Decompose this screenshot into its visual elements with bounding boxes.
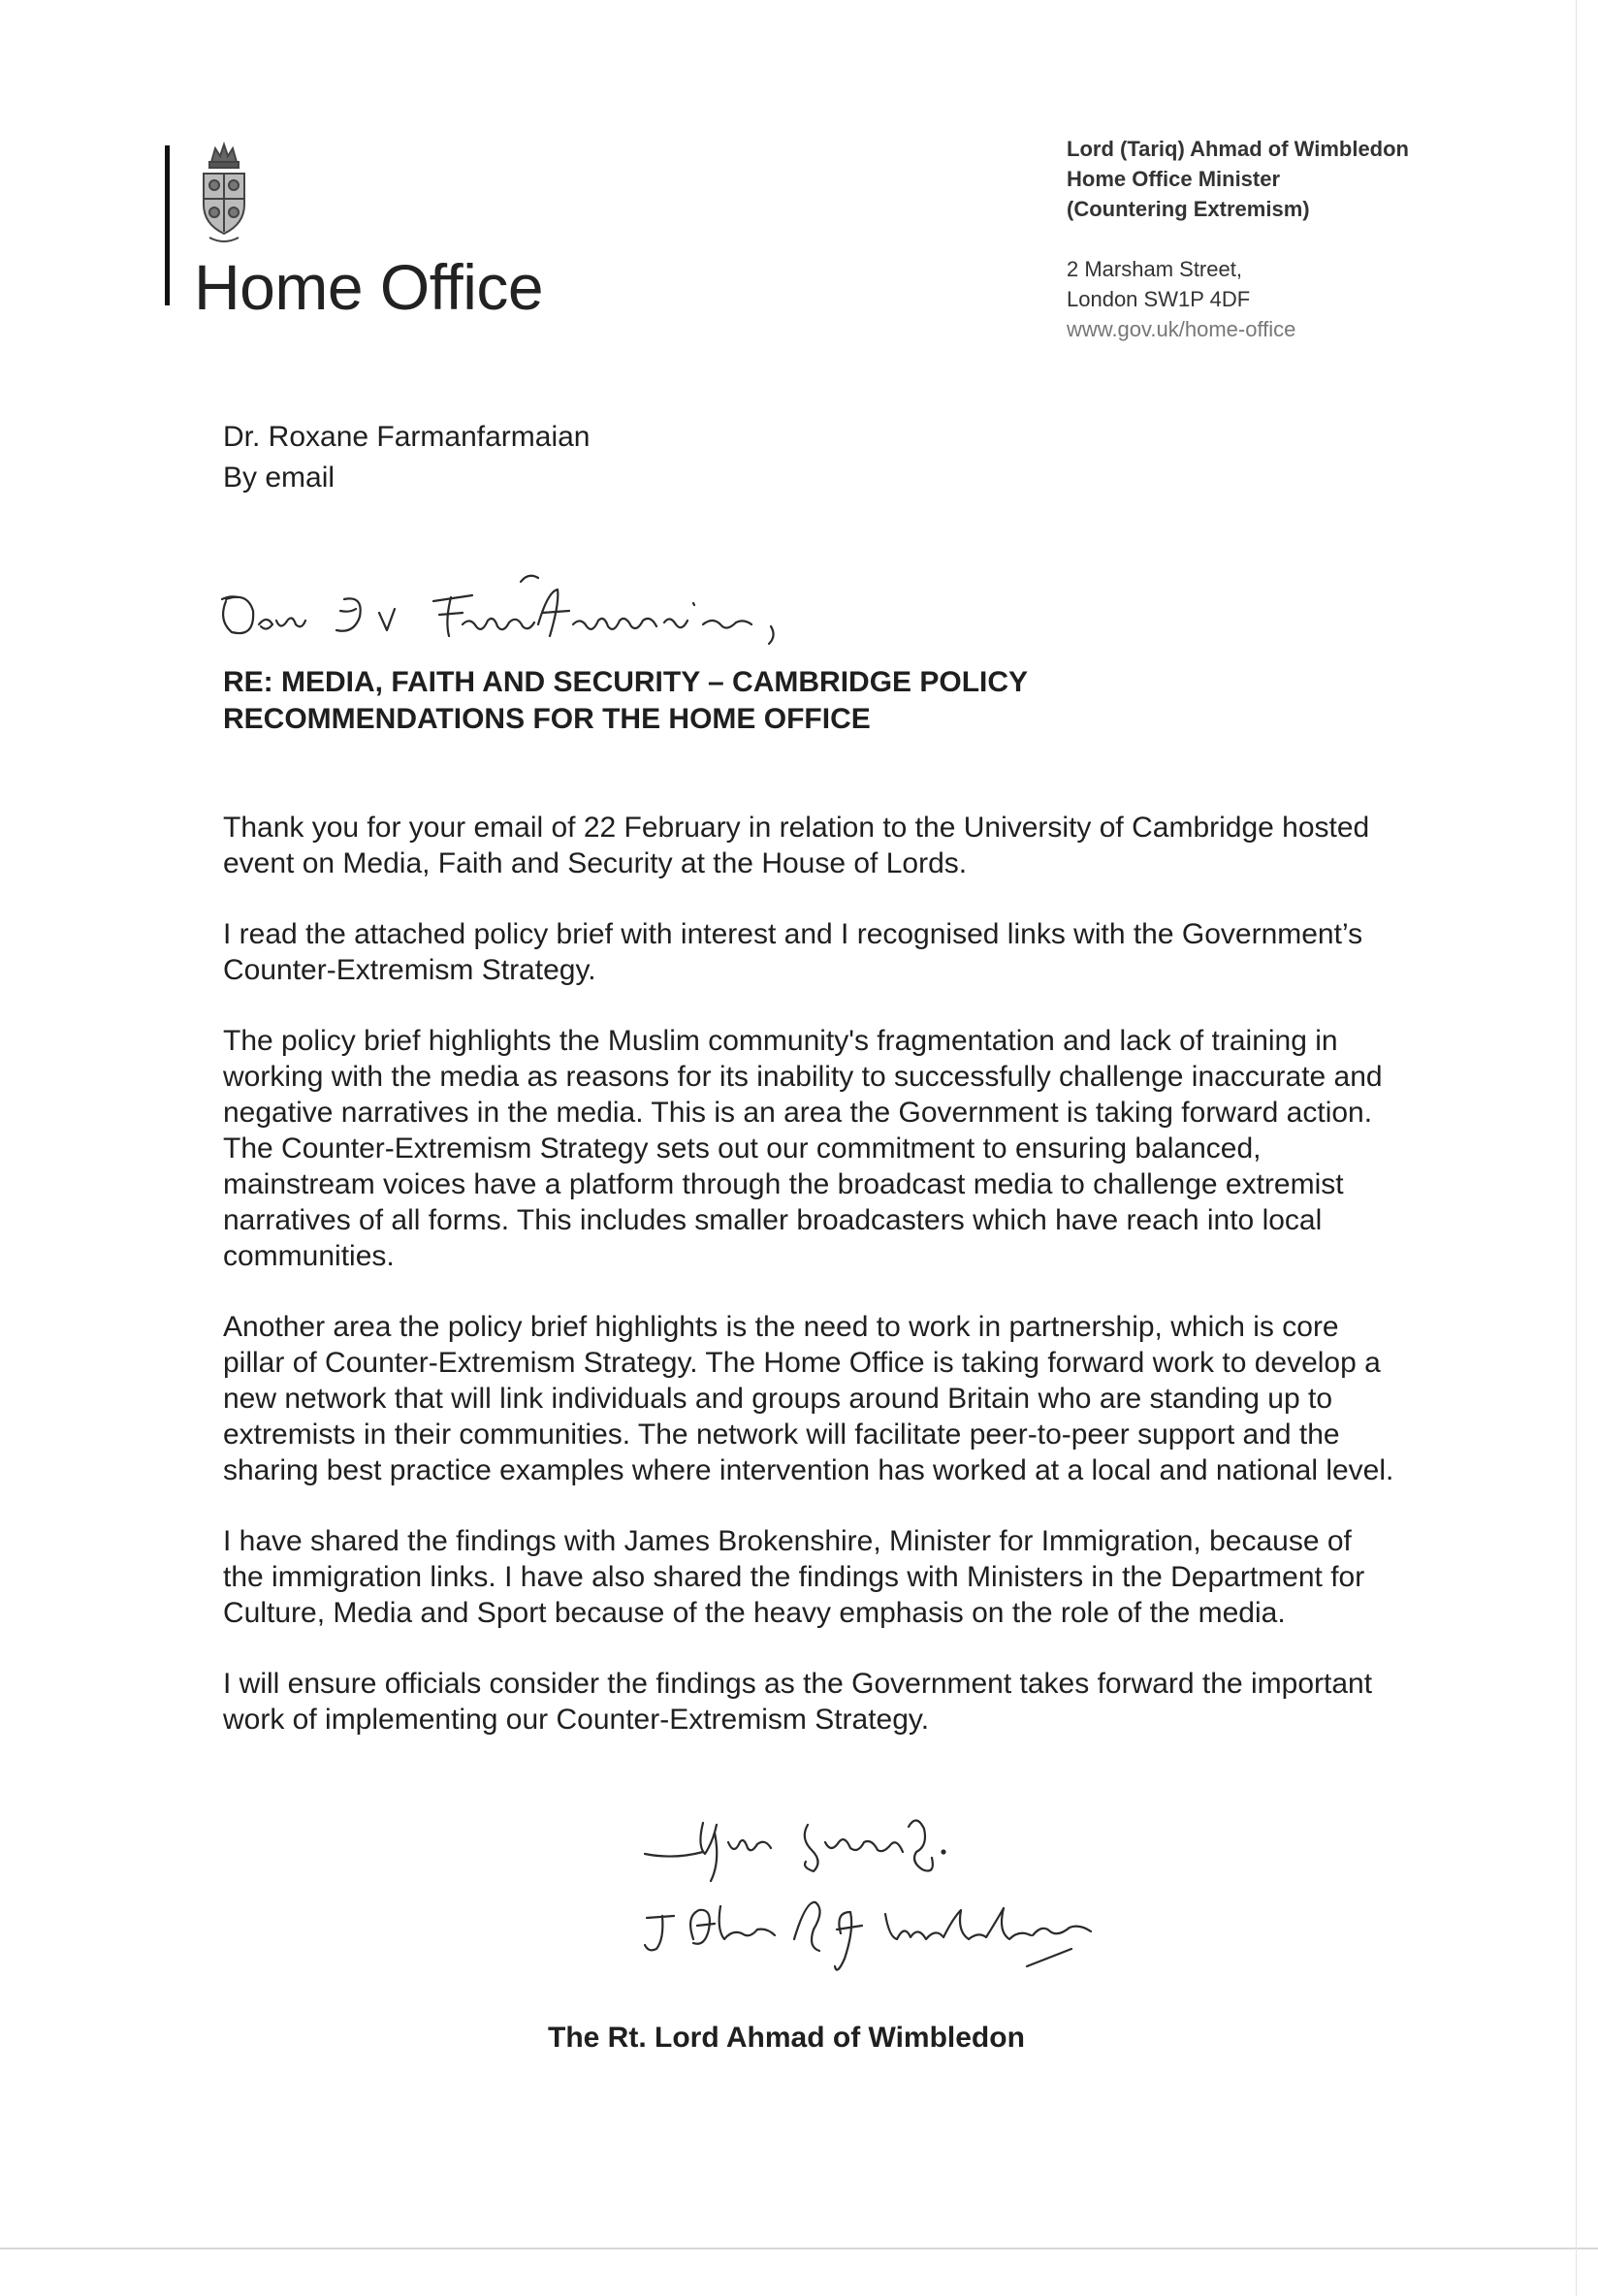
sender-block: [1067, 134, 1409, 224]
body-paragraph: The policy brief highlights the Muslim community's fragmentation and lack of training in working with the media as reasons for its inability to successfully challenge inaccurate and negative narratives in the media. This is an area the Government is taking forward action. The Counter-Extremism Strategy sets out our commitment to ensuring balanced, mainstream voices have a platform through the broadcast media to challenge extremist narratives of all forms. This includes smaller broadcasters which have reach into local communities.: [223, 1025, 1383, 1272]
royal-crest-icon: [190, 141, 258, 247]
scan-side-divider: [1576, 0, 1577, 2296]
subject-line-2: RECOMMENDATIONS FOR THE HOME OFFICE: [223, 703, 871, 735]
sender-title: Home Office Minister: [1067, 167, 1281, 191]
letterhead-rule: [165, 145, 170, 305]
handwritten-salutation: [208, 553, 829, 669]
website-link[interactable]: www.gov.uk/home-office: [1067, 317, 1296, 341]
signatory-name: The Rt. Lord Ahmad of Wimbledon: [548, 2022, 1025, 2054]
body-paragraph: Thank you for your email of 22 February in relation to the University of Cambridge hosted event on Media, Faith and Security at the House of Lords.: [223, 812, 1370, 879]
department-name: Home Office: [194, 251, 544, 323]
subject-line-1: RE: MEDIA, FAITH AND SECURITY – CAMBRIDGE POLICY: [223, 666, 1029, 698]
sender-name: Lord (Tariq) Ahmad of Wimbledon: [1067, 137, 1409, 161]
body-paragraph: I have shared the findings with James Brokenshire, Minister for Immigration, because of the immigration links. I have also shared the findings with Ministers in the Department for Culture, Media and Sport because of the heavy emphasis on the role of the media.: [223, 1525, 1365, 1629]
sender-address: [1067, 254, 1295, 344]
body-paragraph: Another area the policy brief highlights is the need to work in partnership, which is core pillar of Counter-Extremism Strategy. The Home Office is taking forward work to develop a new network that will link individuals and groups around Britain who are standing up to extremists in their communities. The network will facilitate peer-to-peer support and the sharing best practice examples where intervention has worked at a local and national level.: [223, 1311, 1394, 1486]
address-street: 2 Marsham Street,: [1067, 257, 1242, 281]
recipient-name: Dr. Roxane Farmanfarmaian: [223, 421, 591, 453]
letter-body: [223, 810, 1396, 1772]
recipient-delivery: By email: [223, 462, 336, 494]
subject-heading: [223, 664, 1028, 738]
scan-edge-divider: [0, 2248, 1598, 2249]
body-paragraph: I read the attached policy brief with interest and I recognised links with the Government’s Counter-Extremism Strategy.: [223, 918, 1363, 986]
address-city: London SW1P 4DF: [1067, 287, 1251, 311]
handwritten-signature: [635, 1803, 1198, 1997]
recipient-block: [223, 417, 591, 498]
sender-portfolio: (Countering Extremism): [1067, 197, 1310, 221]
body-paragraph: I will ensure officials consider the findings as the Government takes forward the important work of implementing our Counter-Extremism Strategy.: [223, 1668, 1373, 1736]
